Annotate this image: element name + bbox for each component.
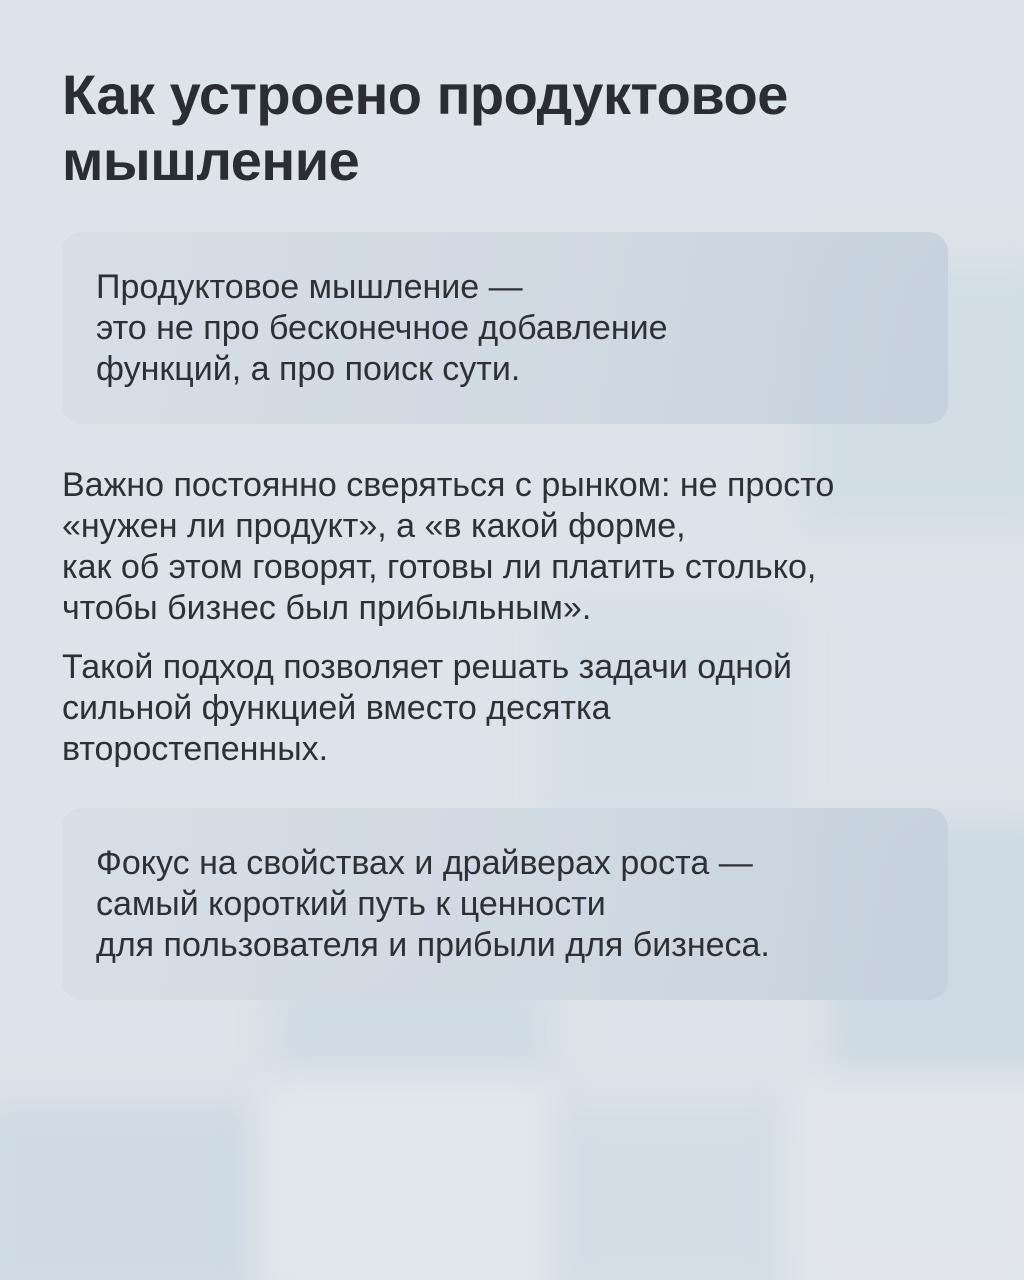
text-line: Важно постоянно сверяться с рынком: не просто	[62, 466, 835, 504]
text-line: «нужен ли продукт», а «в какой форме,	[62, 507, 686, 545]
text-line: для пользователя и прибыли для бизнеса.	[96, 925, 770, 964]
text-line: как об этом говорят, готовы ли платить столько,	[62, 548, 817, 586]
paragraph-approach	[62, 647, 962, 770]
highlight-card-bottom	[62, 808, 948, 1000]
text-line: функций, а про поиск сути.	[96, 349, 521, 388]
paragraph-market	[62, 465, 962, 629]
background-tile	[540, 1100, 800, 1280]
text-line: Фокус на свойствах и драйверах роста —	[96, 843, 753, 882]
page-title	[62, 62, 962, 194]
title-line: Как устроено продуктовое	[62, 63, 788, 126]
highlight-card-text	[96, 267, 914, 390]
text-line: Такой подход позволяет решать задачи одной	[62, 648, 792, 686]
text-line: чтобы бизнес был прибыльным».	[62, 589, 592, 627]
background-tile	[790, 1080, 1024, 1280]
background-tile	[0, 1100, 270, 1280]
highlight-card-text	[96, 843, 914, 966]
text-line: Продуктовое мышление —	[96, 267, 523, 306]
background-tile	[260, 1080, 550, 1280]
highlight-card-top	[62, 232, 948, 424]
text-line: это не про бесконечное добавление	[96, 308, 668, 347]
title-line: мышление	[62, 129, 360, 192]
text-line: сильной функцией вместо десятка	[62, 689, 611, 727]
text-line: второстепенных.	[62, 730, 329, 768]
text-line: самый короткий путь к ценности	[96, 884, 606, 923]
